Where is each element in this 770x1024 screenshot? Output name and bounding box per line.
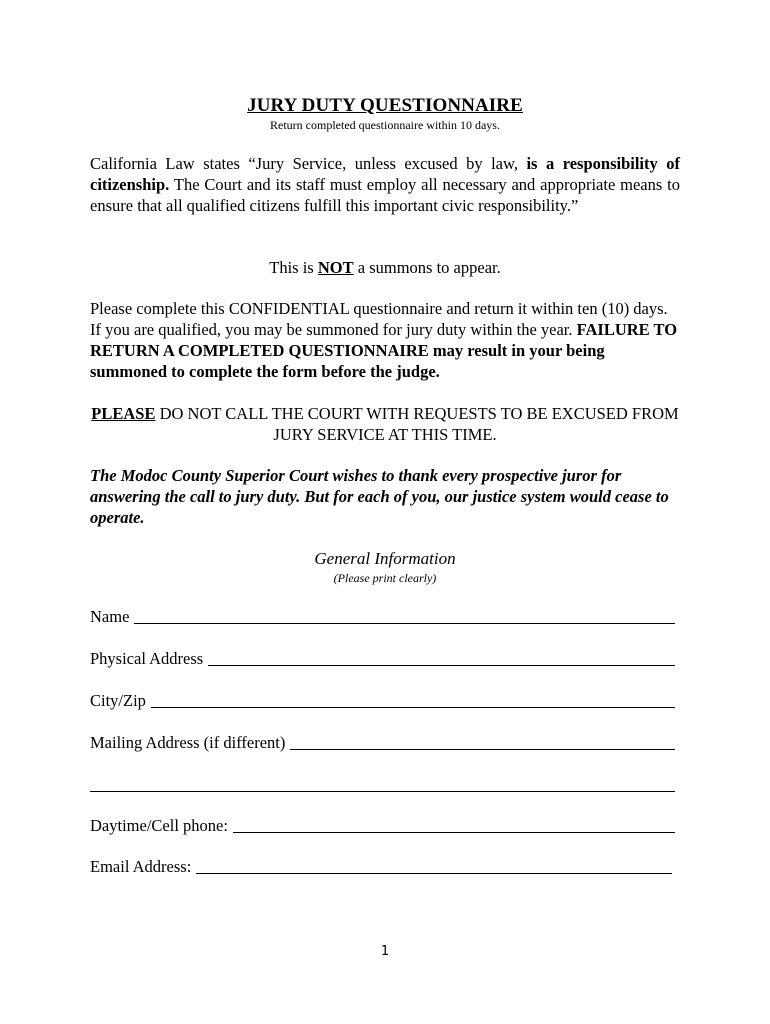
- mailing-address-label: Mailing Address (if different): [90, 733, 286, 752]
- not-summons-prefix: This is: [269, 258, 318, 277]
- city-zip-field: [90, 689, 675, 711]
- city-zip-input-line[interactable]: [151, 691, 675, 708]
- physical-address-label: Physical Address: [90, 649, 204, 668]
- paragraph-do-not-call-emphasis: PLEASE: [91, 404, 156, 423]
- document-title: JURY DUTY QUESTIONNAIRE: [247, 95, 523, 116]
- phone-input-line[interactable]: [233, 816, 675, 833]
- paragraph-citizenship-text-b: The Court and its staff must employ all necessary and appropriate means to ensure that all qualified citizens fulfill this important civic responsibility.”: [90, 175, 680, 215]
- email-label: Email Address:: [90, 857, 192, 876]
- paragraph-citizenship: [90, 153, 680, 216]
- paragraph-instructions-bold: FAILURE TO RETURN A COMPLETED QUESTIONNAIRE may result in your being summoned to complete the form before the judge.: [90, 320, 678, 381]
- physical-address-input-line[interactable]: [208, 649, 675, 666]
- city-zip-label: City/Zip: [90, 691, 146, 710]
- mailing-address-continued-input-line[interactable]: [90, 775, 675, 792]
- general-info-subheading: (Please print clearly): [333, 571, 437, 585]
- email-field: [90, 855, 672, 877]
- not-summons-suffix: a summons to appear.: [353, 258, 501, 277]
- mailing-address-continued-field: [90, 773, 675, 795]
- paragraph-instructions-text: Please complete this CONFIDENTIAL questionnaire and return it within ten (10) days. If you are qualified, you may be summoned for jury duty within the year.: [90, 299, 668, 339]
- phone-field: [90, 814, 675, 836]
- paragraph-do-not-call: [90, 403, 680, 445]
- document-subtitle: Return completed questionnaire within 10 days.: [270, 118, 500, 132]
- name-label: Name: [90, 607, 130, 626]
- paragraph-thank-you: The Modoc County Superior Court wishes to thank every prospective juror for answering the call to jury duty. But for each of you, our justice system would cease to operate.: [90, 466, 669, 527]
- email-input-line[interactable]: [196, 857, 672, 874]
- general-info-heading: General Information: [314, 549, 456, 568]
- mailing-address-field: [90, 731, 675, 753]
- name-field: [90, 605, 675, 627]
- paragraph-citizenship-text-a: California Law states “Jury Service, unless excused by law,: [90, 154, 527, 173]
- physical-address-field: [90, 647, 675, 669]
- paragraph-do-not-call-text: DO NOT CALL THE COURT WITH REQUESTS TO BE EXCUSED FROM JURY SERVICE AT THIS TIME.: [155, 404, 679, 444]
- phone-label: Daytime/Cell phone:: [90, 816, 228, 835]
- not-summons-emphasis: NOT: [317, 258, 354, 277]
- mailing-address-input-line[interactable]: [290, 733, 675, 750]
- not-summons-notice: [0, 257, 770, 278]
- page-number: 1: [380, 944, 390, 959]
- paragraph-citizenship-bold: is a responsibility of citizenship.: [90, 154, 680, 194]
- name-input-line[interactable]: [134, 607, 675, 624]
- paragraph-instructions: [90, 298, 680, 382]
